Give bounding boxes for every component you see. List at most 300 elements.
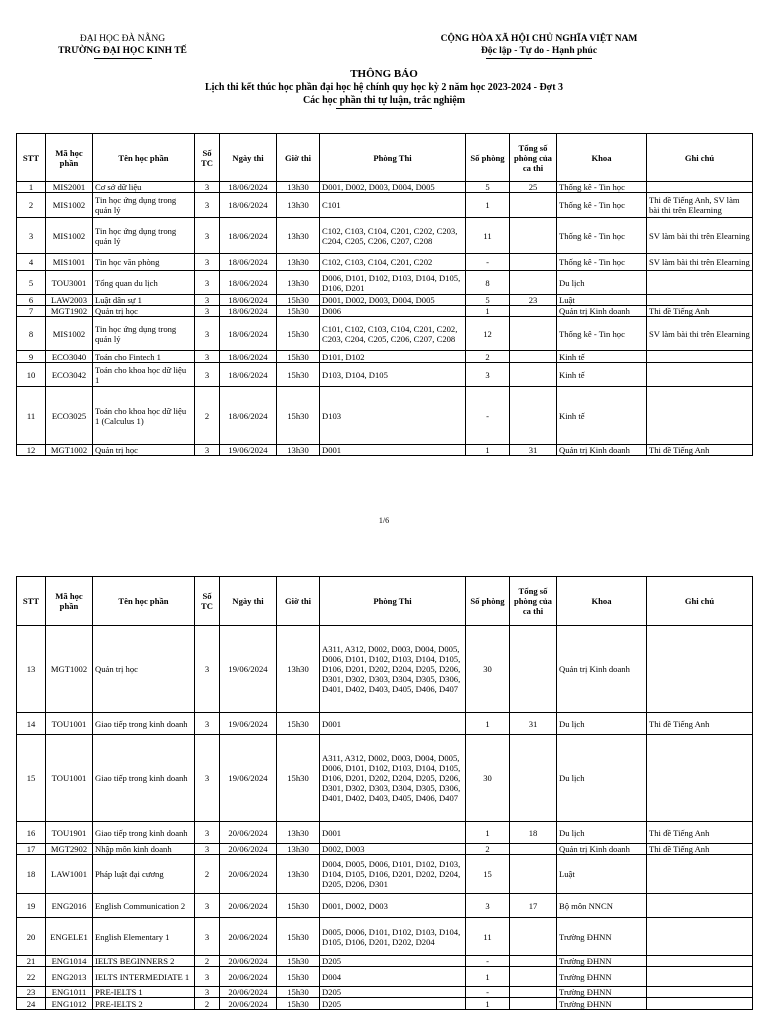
table-row [17,193,753,218]
cell-stt: 3 [17,218,46,254]
cell-room-count: 2 [466,351,510,363]
cell-exam-date: 20/06/2024 [220,822,277,844]
cell-course-code: LAW1001 [46,855,93,894]
cell-exam-date: 18/06/2024 [220,351,277,363]
cell-stt: 21 [17,956,46,967]
cell-course-name: Pháp luật đại cương [93,855,195,894]
cell-note [647,735,753,822]
cell-note [647,918,753,956]
col-header-department: Khoa [557,134,647,182]
cell-course-name: Quản trị học [93,306,195,317]
col-header-credits: Số TC [195,577,220,626]
cell-exam-time: 15h30 [277,295,320,306]
cell-exam-time: 13h30 [277,445,320,456]
cell-department: Quản trị Kinh doanh [557,626,647,713]
cell-note: Thi đề Tiếng Anh [647,713,753,735]
cell-course-code: MGT1902 [46,306,93,317]
cell-note [647,967,753,987]
cell-note [647,351,753,363]
cell-exam-time: 13h30 [277,626,320,713]
cell-course-code: ECO3040 [46,351,93,363]
cell-note [647,387,753,445]
cell-course-name: PRE-IELTS 2 [93,998,195,1010]
cell-stt: 7 [17,306,46,317]
cell-department: Luật [557,295,647,306]
col-header-stt: STT [17,577,46,626]
cell-course-name: Tổng quan du lịch [93,271,195,295]
cell-course-code: MIS1002 [46,218,93,254]
cell-course-code: TOU1001 [46,735,93,822]
cell-room-count: 1 [466,445,510,456]
cell-room-count: 30 [466,735,510,822]
cell-department: Bộ môn NNCN [557,894,647,918]
cell-exam-rooms: D001 [320,713,466,735]
cell-exam-date: 19/06/2024 [220,626,277,713]
cell-total-rooms [510,987,557,998]
cell-stt: 5 [17,271,46,295]
cell-exam-rooms: D002, D003 [320,844,466,855]
col-header-total-rooms: Tổng số phòng của ca thi [510,134,557,182]
col-header-date: Ngày thi [220,577,277,626]
cell-exam-time: 15h30 [277,735,320,822]
cell-course-name: Giao tiếp trong kinh doanh [93,713,195,735]
cell-exam-date: 20/06/2024 [220,855,277,894]
cell-credits: 3 [195,317,220,351]
cell-exam-date: 18/06/2024 [220,254,277,271]
cell-exam-time: 15h30 [277,956,320,967]
cell-course-name: Cơ sở dữ liệu [93,182,195,193]
col-header-room-count: Số phòng [466,134,510,182]
cell-course-name: Quản trị học [93,445,195,456]
cell-note: Thi đề Tiếng Anh, SV làm bài thi trên Elearning [647,193,753,218]
col-header-code: Mã học phần [46,134,93,182]
cell-stt: 13 [17,626,46,713]
cell-total-rooms [510,363,557,387]
col-header-rooms: Phòng Thi [320,134,466,182]
cell-credits: 3 [195,254,220,271]
table-row [17,967,753,987]
cell-total-rooms [510,218,557,254]
cell-exam-rooms: D103, D104, D105 [320,363,466,387]
cell-department: Trường ĐHNN [557,998,647,1010]
cell-note [647,271,753,295]
cell-stt: 18 [17,855,46,894]
org-underline [94,58,152,59]
cell-credits: 3 [195,822,220,844]
exam-schedule-table-page2 [16,576,753,1010]
cell-course-name: Nhập môn kinh doanh [93,844,195,855]
cell-exam-rooms: C102, C103, C104, C201, C202, C203, C204, C205, C206, C207, C208 [320,218,466,254]
cell-course-code: ENG1011 [46,987,93,998]
table-row [17,987,753,998]
cell-course-name: Tin học ứng dụng trong quản lý [93,218,195,254]
organization-header [50,33,195,59]
cell-stt: 11 [17,387,46,445]
cell-exam-date: 19/06/2024 [220,445,277,456]
cell-room-count: 1 [466,306,510,317]
col-header-course-name: Tên học phần [93,134,195,182]
motto-underline [486,58,592,59]
school-name: TRƯỜNG ĐẠI HỌC KINH TẾ [58,46,187,56]
cell-department: Thống kê - Tin học [557,182,647,193]
table-row [17,998,753,1010]
cell-stt: 19 [17,894,46,918]
table-row [17,317,753,351]
cell-course-code: ECO3042 [46,363,93,387]
cell-exam-time: 13h30 [277,182,320,193]
cell-department: Thống kê - Tin học [557,254,647,271]
cell-exam-date: 20/06/2024 [220,894,277,918]
cell-room-count: 3 [466,894,510,918]
cell-department: Quản trị Kinh doanh [557,844,647,855]
cell-course-name: IELTS INTERMEDIATE 1 [93,967,195,987]
cell-exam-date: 18/06/2024 [220,306,277,317]
cell-course-name: Toán cho Fintech 1 [93,351,195,363]
title-underline [336,108,432,109]
cell-total-rooms [510,735,557,822]
exam-schedule-table-page1 [16,133,753,456]
cell-exam-time: 13h30 [277,822,320,844]
cell-credits: 3 [195,271,220,295]
cell-exam-date: 18/06/2024 [220,363,277,387]
cell-stt: 17 [17,844,46,855]
cell-course-code: MGT1002 [46,445,93,456]
cell-course-name: Tin học ứng dụng trong quản lý [93,193,195,218]
cell-room-count: - [466,987,510,998]
cell-credits: 3 [195,713,220,735]
cell-credits: 3 [195,193,220,218]
cell-course-code: MIS2001 [46,182,93,193]
cell-department: Kinh tế [557,351,647,363]
col-header-date: Ngày thi [220,134,277,182]
table-body-page2 [17,626,753,1010]
cell-credits: 2 [195,855,220,894]
cell-note: Thi đề Tiếng Anh [647,445,753,456]
cell-exam-time: 15h30 [277,351,320,363]
cell-department: Trường ĐHNN [557,918,647,956]
col-header-credits: Số TC [195,134,220,182]
cell-exam-date: 18/06/2024 [220,317,277,351]
cell-exam-time: 15h30 [277,967,320,987]
cell-exam-rooms: D006 [320,306,466,317]
cell-exam-rooms: D005, D006, D101, D102, D103, D104, D105, D106, D201, D202, D204 [320,918,466,956]
table-row [17,306,753,317]
table-row [17,363,753,387]
cell-department: Kinh tế [557,363,647,387]
cell-stt: 9 [17,351,46,363]
cell-note: Thi đề Tiếng Anh [647,306,753,317]
cell-credits: 2 [195,387,220,445]
cell-total-rooms [510,998,557,1010]
table-body-page1 [17,182,753,456]
cell-exam-date: 20/06/2024 [220,987,277,998]
cell-course-code: MIS1002 [46,193,93,218]
cell-exam-date: 18/06/2024 [220,387,277,445]
cell-total-rooms [510,967,557,987]
cell-course-code: LAW2003 [46,295,93,306]
cell-total-rooms: 18 [510,822,557,844]
cell-total-rooms [510,626,557,713]
table-row [17,713,753,735]
cell-exam-time: 13h30 [277,218,320,254]
cell-room-count: 1 [466,967,510,987]
cell-exam-rooms: D205 [320,987,466,998]
cell-exam-rooms: D205 [320,956,466,967]
cell-exam-rooms: C101, C102, C103, C104, C201, C202, C203, C204, C205, C206, C207, C208 [320,317,466,351]
cell-course-name: IELTS BEGINNERS 2 [93,956,195,967]
table-row [17,956,753,967]
cell-exam-time: 15h30 [277,387,320,445]
cell-stt: 8 [17,317,46,351]
cell-department: Trường ĐHNN [557,956,647,967]
cell-credits: 3 [195,218,220,254]
cell-course-code: MGT2902 [46,844,93,855]
cell-note [647,987,753,998]
cell-exam-rooms: D001, D002, D003 [320,894,466,918]
cell-credits: 3 [195,306,220,317]
cell-note: SV làm bài thi trên Elearning [647,218,753,254]
notice-title-block [0,67,768,109]
cell-exam-time: 15h30 [277,894,320,918]
cell-stt: 24 [17,998,46,1010]
cell-exam-time: 15h30 [277,306,320,317]
cell-total-rooms [510,844,557,855]
cell-stt: 10 [17,363,46,387]
cell-course-name: Giao tiếp trong kinh doanh [93,822,195,844]
cell-room-count: 5 [466,295,510,306]
table-row [17,271,753,295]
table-header-row [17,134,753,182]
cell-credits: 3 [195,967,220,987]
cell-stt: 15 [17,735,46,822]
col-header-total-rooms: Tổng số phòng của ca thi [510,577,557,626]
table-row [17,445,753,456]
cell-course-code: TOU3001 [46,271,93,295]
cell-department: Du lịch [557,735,647,822]
cell-department: Thống kê - Tin học [557,218,647,254]
cell-department: Trường ĐHNN [557,987,647,998]
cell-department: Kinh tế [557,387,647,445]
cell-course-code: MGT1002 [46,626,93,713]
cell-department: Du lịch [557,713,647,735]
cell-total-rooms [510,387,557,445]
cell-exam-date: 20/06/2024 [220,998,277,1010]
cell-stt: 14 [17,713,46,735]
cell-exam-date: 18/06/2024 [220,182,277,193]
cell-total-rooms [510,306,557,317]
cell-course-name: Luật dân sự 1 [93,295,195,306]
cell-department: Du lịch [557,271,647,295]
cell-course-name: English Communication 2 [93,894,195,918]
cell-exam-rooms: D205 [320,998,466,1010]
cell-stt: 6 [17,295,46,306]
cell-course-name: PRE-IELTS 1 [93,987,195,998]
cell-note [647,363,753,387]
cell-exam-rooms: C101 [320,193,466,218]
cell-note [647,998,753,1010]
page-number: 1/6 [378,516,390,525]
cell-note [647,855,753,894]
table-row [17,295,753,306]
cell-room-count: - [466,387,510,445]
cell-total-rooms [510,193,557,218]
cell-exam-time: 15h30 [277,918,320,956]
cell-note [647,956,753,967]
cell-room-count: 2 [466,844,510,855]
cell-department: Trường ĐHNN [557,967,647,987]
cell-total-rooms [510,351,557,363]
page-header [0,0,768,130]
cell-exam-rooms: D004 [320,967,466,987]
cell-stt: 4 [17,254,46,271]
cell-credits: 3 [195,918,220,956]
cell-room-count: 1 [466,713,510,735]
cell-exam-date: 18/06/2024 [220,218,277,254]
table-row [17,626,753,713]
cell-note [647,182,753,193]
table-row [17,855,753,894]
table-row [17,351,753,363]
cell-stt: 23 [17,987,46,998]
notice-subtitle: Lịch thi kết thúc học phần đại học hệ chính quy học kỳ 2 năm học 2023-2024 - Đợt 3 [204,82,564,93]
cell-course-code: ENG2013 [46,967,93,987]
table-row [17,918,753,956]
cell-department: Thống kê - Tin học [557,193,647,218]
cell-total-rooms: 17 [510,894,557,918]
cell-exam-rooms: D004, D005, D006, D101, D102, D103, D104, D105, D106, D201, D202, D204, D205, D206, D301 [320,855,466,894]
cell-department: Luật [557,855,647,894]
cell-note [647,626,753,713]
cell-credits: 3 [195,844,220,855]
table-row [17,254,753,271]
col-header-code: Mã học phần [46,577,93,626]
cell-stt: 22 [17,967,46,987]
table-row [17,822,753,844]
cell-total-rooms: 25 [510,182,557,193]
motto: Độc lập - Tự do - Hạnh phúc [480,46,598,56]
cell-credits: 3 [195,445,220,456]
cell-exam-rooms: D001 [320,822,466,844]
cell-exam-time: 15h30 [277,987,320,998]
cell-room-count: 3 [466,363,510,387]
notice-heading: THÔNG BÁO [350,68,418,80]
cell-course-name: Toán cho khoa học dữ liệu 1 [93,363,195,387]
cell-exam-rooms: A311, A312, D002, D003, D004, D005, D006, D101, D102, D103, D104, D105, D106, D201, D202, D204, D205, D206, D301, D302, D303, D304, D305, D306, D401, D402, D403, D405, D406, D407 [320,735,466,822]
cell-total-rooms [510,317,557,351]
cell-exam-rooms: A311, A312, D002, D003, D004, D005, D006, D101, D102, D103, D104, D105, D106, D201, D202, D204, D205, D206, D301, D302, D303, D304, D305, D306, D401, D402, D403, D405, D406, D407 [320,626,466,713]
cell-department: Quản trị Kinh doanh [557,445,647,456]
cell-total-rooms: 31 [510,445,557,456]
cell-note: Thi đề Tiếng Anh [647,844,753,855]
cell-department: Du lịch [557,822,647,844]
cell-department: Thống kê - Tin học [557,317,647,351]
cell-exam-time: 15h30 [277,363,320,387]
cell-total-rooms [510,254,557,271]
university-name: ĐẠI HỌC ĐÀ NẴNG [79,34,166,44]
cell-room-count: 11 [466,918,510,956]
cell-course-code: ENG1012 [46,998,93,1010]
cell-exam-date: 18/06/2024 [220,271,277,295]
col-header-time: Giờ thi [277,134,320,182]
cell-total-rooms [510,956,557,967]
cell-exam-date: 19/06/2024 [220,713,277,735]
cell-room-count: 1 [466,193,510,218]
table-row [17,735,753,822]
cell-stt: 16 [17,822,46,844]
table-row [17,387,753,445]
col-header-department: Khoa [557,577,647,626]
cell-credits: 3 [195,295,220,306]
cell-course-name: Quản trị học [93,626,195,713]
cell-exam-rooms: D001 [320,445,466,456]
cell-course-code: ENG2016 [46,894,93,918]
cell-course-code: MIS1001 [46,254,93,271]
cell-course-code: ECO3025 [46,387,93,445]
national-motto [428,33,650,59]
cell-exam-time: 13h30 [277,844,320,855]
cell-exam-time: 15h30 [277,317,320,351]
col-header-course-name: Tên học phần [93,577,195,626]
cell-course-code: TOU1001 [46,713,93,735]
cell-total-rooms [510,918,557,956]
cell-exam-date: 20/06/2024 [220,844,277,855]
table-row [17,844,753,855]
cell-total-rooms [510,271,557,295]
cell-course-code: TOU1901 [46,822,93,844]
cell-exam-time: 13h30 [277,271,320,295]
cell-stt: 1 [17,182,46,193]
cell-course-name: Tin học ứng dụng trong quản lý [93,317,195,351]
col-header-rooms: Phòng Thi [320,577,466,626]
cell-total-rooms [510,855,557,894]
cell-course-name: English Elementary 1 [93,918,195,956]
cell-exam-time: 15h30 [277,713,320,735]
table-row [17,894,753,918]
cell-credits: 3 [195,351,220,363]
cell-exam-date: 20/06/2024 [220,967,277,987]
cell-note: Thi đề Tiếng Anh [647,822,753,844]
col-header-stt: STT [17,134,46,182]
cell-course-code: MIS1002 [46,317,93,351]
cell-exam-rooms: D103 [320,387,466,445]
country-name: CỘNG HÒA XÃ HỘI CHỦ NGHĨA VIỆT NAM [440,34,638,44]
cell-credits: 3 [195,626,220,713]
cell-exam-date: 20/06/2024 [220,918,277,956]
col-header-time: Giờ thi [277,577,320,626]
cell-exam-date: 20/06/2024 [220,956,277,967]
cell-exam-time: 13h30 [277,254,320,271]
cell-room-count: 30 [466,626,510,713]
cell-room-count: 1 [466,822,510,844]
cell-credits: 2 [195,956,220,967]
cell-stt: 2 [17,193,46,218]
cell-exam-time: 13h30 [277,193,320,218]
cell-department: Quản trị Kinh doanh [557,306,647,317]
cell-exam-date: 18/06/2024 [220,193,277,218]
cell-course-code: ENG1014 [46,956,93,967]
cell-exam-date: 18/06/2024 [220,295,277,306]
cell-course-code: ENGELE1 [46,918,93,956]
cell-exam-rooms: D001, D002, D003, D004, D005 [320,295,466,306]
cell-exam-rooms: D001, D002, D003, D004, D005 [320,182,466,193]
cell-room-count: 11 [466,218,510,254]
notice-category: Các học phần thi tự luận, trắc nghiệm [302,95,466,106]
cell-total-rooms: 23 [510,295,557,306]
table-row [17,182,753,193]
cell-room-count: - [466,254,510,271]
table-row [17,218,753,254]
cell-credits: 3 [195,894,220,918]
